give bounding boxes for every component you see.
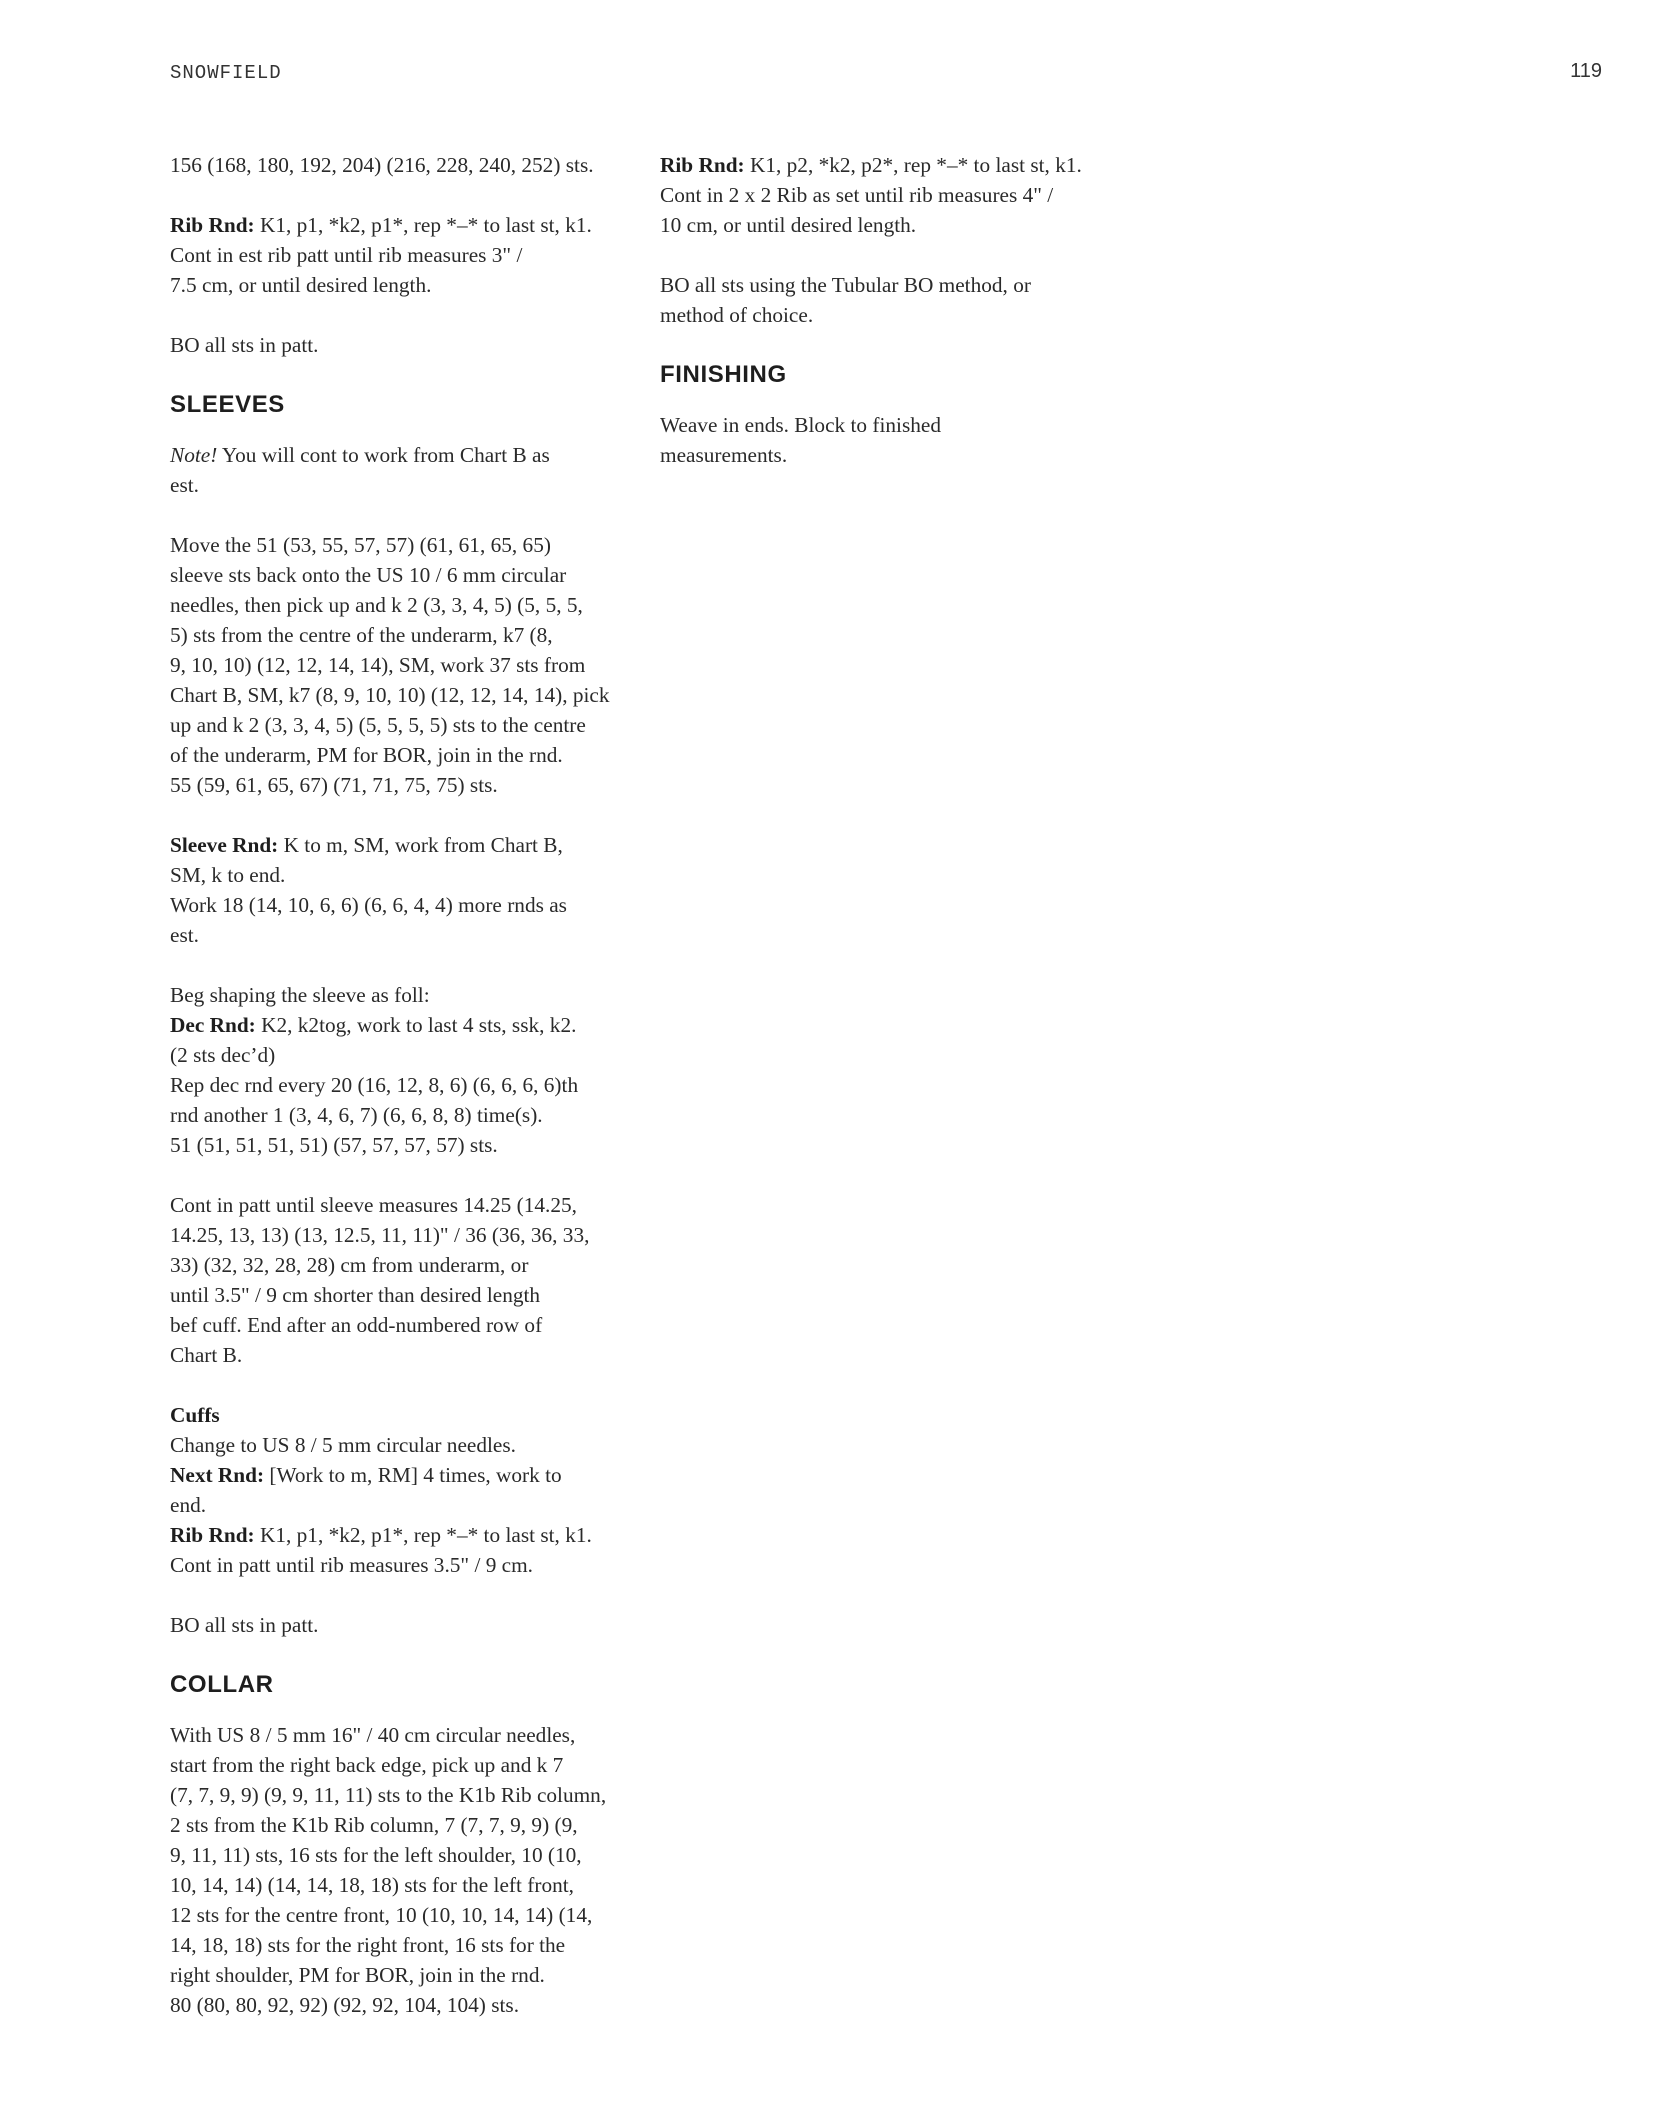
- instruction-label: Rib Rnd:: [660, 153, 745, 177]
- instruction-text: K1, p1, *k2, p1*, rep *–* to last st, k1.: [254, 213, 592, 237]
- text-line: Cont in patt until rib measures 3.5" / 9 cm.: [170, 1553, 534, 1577]
- instruction-label: Sleeve Rnd:: [170, 833, 279, 857]
- text-line: rnd another 1 (3, 4, 6, 7) (6, 6, 8, 8) time(s).: [170, 1103, 543, 1127]
- finishing-heading: FINISHING: [660, 361, 787, 388]
- text-line: sleeve sts back onto the US 10 / 6 mm circular: [170, 563, 567, 587]
- sleeve-shaping-paragraph: [170, 980, 640, 1160]
- text-line: 51 (51, 51, 51, 51) (57, 57, 57, 57) sts.: [170, 1133, 498, 1157]
- cuff-bind-off-paragraph: [170, 1610, 640, 1640]
- text-line: With US 8 / 5 mm 16" / 40 cm circular needles,: [170, 1723, 576, 1747]
- text-line: until 3.5" / 9 cm shorter than desired length: [170, 1283, 541, 1307]
- text-line: 9, 10, 10) (12, 12, 14, 14), SM, work 37 sts from: [170, 653, 586, 677]
- stitch-count-paragraph: [170, 150, 640, 180]
- bind-off-paragraph: [170, 330, 640, 360]
- text-line: [170, 1010, 640, 1040]
- text-line: end.: [170, 1493, 207, 1517]
- text-line: Weave in ends. Block to finished: [660, 413, 941, 437]
- text-line: est.: [170, 923, 199, 947]
- text-line: measurements.: [660, 443, 788, 467]
- text-line: [170, 1520, 640, 1550]
- instruction-label: Rib Rnd:: [170, 213, 255, 237]
- text-line: bef cuff. End after an odd-numbered row of: [170, 1313, 543, 1337]
- sleeve-length-paragraph: [170, 1190, 640, 1370]
- text-line: 55 (59, 61, 65, 67) (71, 71, 75, 75) sts.: [170, 773, 498, 797]
- text-line: start from the right back edge, pick up and k 7: [170, 1753, 564, 1777]
- text-line: (2 sts dec’d): [170, 1043, 276, 1067]
- collar-bind-off-paragraph: [660, 270, 1130, 330]
- text-line: Chart B.: [170, 1343, 243, 1367]
- right-column: [660, 150, 1130, 500]
- instruction-text: K to m, SM, work from Chart B,: [278, 833, 563, 857]
- text-line: 10, 14, 14) (14, 14, 18, 18) sts for the left front,: [170, 1873, 574, 1897]
- text-line: (7, 7, 9, 9) (9, 9, 11, 11) sts to the K1b Rib column,: [170, 1783, 607, 1807]
- instruction-label: Rib Rnd:: [170, 1523, 255, 1547]
- note-text: You will cont to work from Chart B as: [217, 443, 550, 467]
- text-line: [170, 210, 640, 240]
- text-line: 2 sts from the K1b Rib column, 7 (7, 7, 9, 9) (9,: [170, 1813, 578, 1837]
- text-line: 80 (80, 80, 92, 92) (92, 92, 104, 104) sts.: [170, 1993, 520, 2017]
- text-line: 14.25, 13, 13) (13, 12.5, 11, 11)" / 36 (36, 36, 33,: [170, 1223, 590, 1247]
- text-line: Cont in 2 x 2 Rib as set until rib measures 4" /: [660, 183, 1054, 207]
- text-line: up and k 2 (3, 3, 4, 5) (5, 5, 5, 5) sts to the centre: [170, 713, 586, 737]
- sleeve-setup-paragraph: [170, 530, 640, 800]
- text-line: needles, then pick up and k 2 (3, 3, 4, 5) (5, 5, 5,: [170, 593, 583, 617]
- text-line: of the underarm, PM for BOR, join in the rnd.: [170, 743, 563, 767]
- collar-heading: COLLAR: [170, 1671, 274, 1698]
- text-line: BO all sts in patt.: [170, 333, 319, 357]
- collar-paragraph: [170, 1720, 640, 2020]
- text-line: 156 (168, 180, 192, 204) (216, 228, 240, 252) sts.: [170, 153, 594, 177]
- text-line: 7.5 cm, or until desired length.: [170, 273, 432, 297]
- text-line: BO all sts using the Tubular BO method, or: [660, 273, 1031, 297]
- text-line: 9, 11, 11) sts, 16 sts for the left shoulder, 10 (10,: [170, 1843, 582, 1867]
- text-line: 33) (32, 32, 28, 28) cm from underarm, or: [170, 1253, 529, 1277]
- text-line: 12 sts for the centre front, 10 (10, 10, 14, 14) (14,: [170, 1903, 593, 1927]
- instruction-text: K1, p1, *k2, p1*, rep *–* to last st, k1.: [254, 1523, 592, 1547]
- text-line: right shoulder, PM for BOR, join in the rnd.: [170, 1963, 545, 1987]
- sleeve-round-paragraph: [170, 830, 640, 950]
- text-line: BO all sts in patt.: [170, 1613, 319, 1637]
- text-line: [170, 1400, 640, 1430]
- running-title: SNOWFIELD: [170, 62, 282, 84]
- sleeves-note-paragraph: [170, 440, 640, 500]
- body-rib-paragraph: [170, 210, 640, 300]
- text-line: 14, 18, 18) sts for the right front, 16 sts for the: [170, 1933, 566, 1957]
- instruction-text: K2, k2tog, work to last 4 sts, ssk, k2.: [255, 1013, 577, 1037]
- sleeves-heading: SLEEVES: [170, 391, 285, 418]
- instruction-label: Next Rnd:: [170, 1463, 265, 1487]
- finishing-paragraph: [660, 410, 1130, 470]
- note-label: Note!: [170, 443, 218, 467]
- text-line: 10 cm, or until desired length.: [660, 213, 917, 237]
- text-line: [170, 1460, 640, 1490]
- text-line: 5) sts from the centre of the underarm, k7 (8,: [170, 623, 553, 647]
- left-column: [170, 150, 640, 2050]
- text-line: method of choice.: [660, 303, 814, 327]
- cuffs-subheading: Cuffs: [170, 1403, 220, 1427]
- text-line: Rep dec rnd every 20 (16, 12, 8, 6) (6, 6, 6, 6)th: [170, 1073, 579, 1097]
- instruction-text: [Work to m, RM] 4 times, work to: [264, 1463, 562, 1487]
- text-line: Cont in est rib patt until rib measures 3" /: [170, 243, 523, 267]
- text-line: [170, 440, 640, 470]
- text-line: est.: [170, 473, 199, 497]
- text-line: [660, 150, 1130, 180]
- instruction-text: K1, p2, *k2, p2*, rep *–* to last st, k1.: [744, 153, 1082, 177]
- text-line: Move the 51 (53, 55, 57, 57) (61, 61, 65, 65): [170, 533, 551, 557]
- text-line: Cont in patt until sleeve measures 14.25 (14.25,: [170, 1193, 577, 1217]
- text-line: SM, k to end.: [170, 863, 286, 887]
- text-line: [170, 830, 640, 860]
- text-line: Beg shaping the sleeve as foll:: [170, 983, 430, 1007]
- text-line: Chart B, SM, k7 (8, 9, 10, 10) (12, 12, 14, 14), pick: [170, 683, 610, 707]
- text-line: Change to US 8 / 5 mm circular needles.: [170, 1433, 516, 1457]
- instruction-label: Dec Rnd:: [170, 1013, 256, 1037]
- page-number: 119: [1570, 60, 1602, 82]
- text-line: Work 18 (14, 10, 6, 6) (6, 6, 4, 4) more rnds as: [170, 893, 567, 917]
- collar-rib-paragraph: [660, 150, 1130, 240]
- cuffs-paragraph: [170, 1400, 640, 1580]
